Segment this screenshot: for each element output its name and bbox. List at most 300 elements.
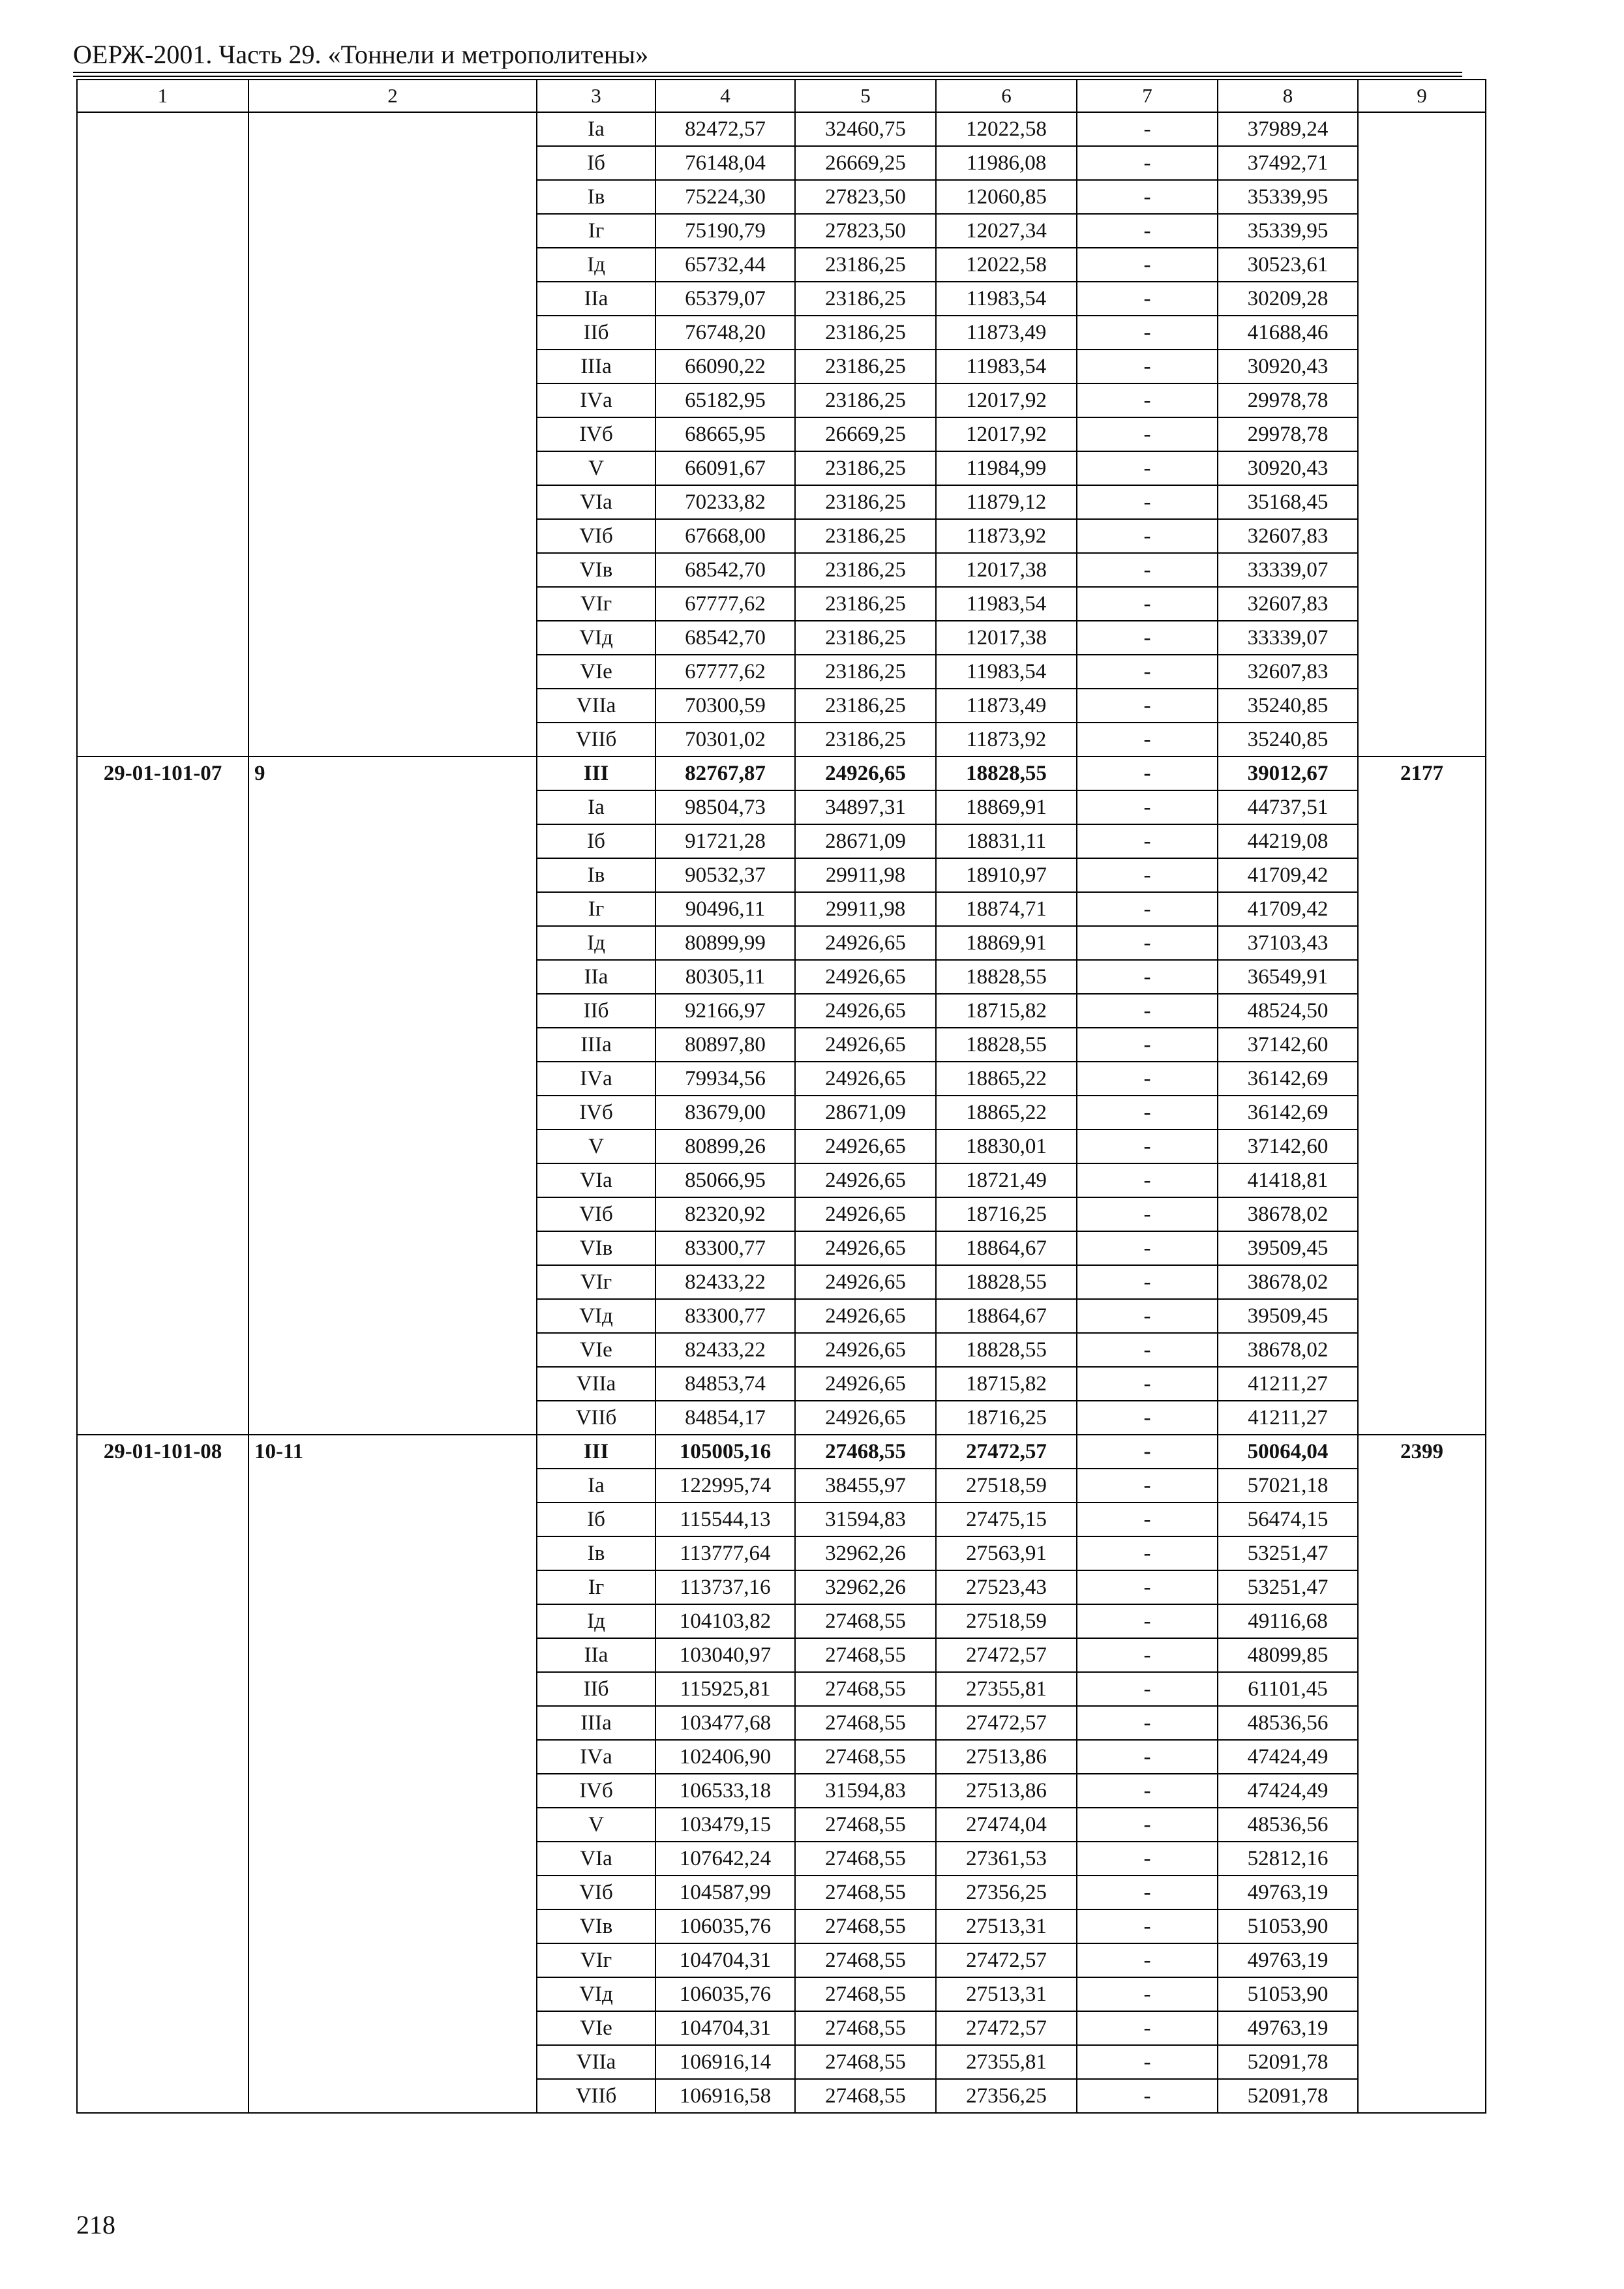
value-col8-cell: 32607,83 bbox=[1218, 587, 1358, 621]
value-col8-cell: 38678,02 bbox=[1218, 1333, 1358, 1367]
value-col4-cell: 82767,87 bbox=[655, 756, 795, 790]
class-cell: V bbox=[537, 1130, 655, 1163]
value-col6-cell: 18828,55 bbox=[936, 756, 1077, 790]
class-cell: VIIб bbox=[537, 2079, 655, 2113]
value-col7-cell: - bbox=[1077, 1333, 1218, 1367]
reference-cell bbox=[248, 112, 537, 756]
value-col8-cell: 56474,15 bbox=[1218, 1503, 1358, 1536]
value-col4-cell: 70300,59 bbox=[655, 689, 795, 723]
value-col8-cell: 29978,78 bbox=[1218, 383, 1358, 417]
value-col5-cell: 24926,65 bbox=[795, 1028, 936, 1062]
value-col8-cell: 29978,78 bbox=[1218, 417, 1358, 451]
value-col8-cell: 41418,81 bbox=[1218, 1163, 1358, 1197]
class-cell: VIг bbox=[537, 587, 655, 621]
value-col5-cell: 31594,83 bbox=[795, 1774, 936, 1808]
value-col8-cell: 30920,43 bbox=[1218, 451, 1358, 485]
value-col7-cell: - bbox=[1077, 1536, 1218, 1570]
value-col7-cell: - bbox=[1077, 417, 1218, 451]
value-col8-cell: 50064,04 bbox=[1218, 1435, 1358, 1469]
class-cell: VIд bbox=[537, 621, 655, 655]
value-col7-cell: - bbox=[1077, 146, 1218, 180]
class-cell: Iа bbox=[537, 112, 655, 146]
value-col5-cell: 23186,25 bbox=[795, 723, 936, 756]
value-col7-cell: - bbox=[1077, 621, 1218, 655]
value-col7-cell: - bbox=[1077, 248, 1218, 282]
class-cell: V bbox=[537, 1808, 655, 1842]
value-col5-cell: 24926,65 bbox=[795, 1197, 936, 1231]
page-number: 218 bbox=[76, 2210, 115, 2239]
value-col4-cell: 82433,22 bbox=[655, 1265, 795, 1299]
value-col6-cell: 11873,49 bbox=[936, 689, 1077, 723]
value-col7-cell: - bbox=[1077, 1706, 1218, 1740]
value-col5-cell: 27468,55 bbox=[795, 1842, 936, 1876]
value-col6-cell: 12017,92 bbox=[936, 417, 1077, 451]
value-col5-cell: 27468,55 bbox=[795, 1909, 936, 1943]
value-col5-cell: 24926,65 bbox=[795, 1367, 936, 1401]
value-col4-cell: 84853,74 bbox=[655, 1367, 795, 1401]
value-col7-cell: - bbox=[1077, 485, 1218, 519]
value-col6-cell: 12017,92 bbox=[936, 383, 1077, 417]
value-col7-cell: - bbox=[1077, 1503, 1218, 1536]
value-col8-cell: 48099,85 bbox=[1218, 1638, 1358, 1672]
value-col7-cell: - bbox=[1077, 316, 1218, 350]
class-cell: VIа bbox=[537, 485, 655, 519]
value-col6-cell: 18830,01 bbox=[936, 1130, 1077, 1163]
column-number-row bbox=[77, 80, 1486, 112]
value-col4-cell: 65182,95 bbox=[655, 383, 795, 417]
value-col5-cell: 27468,55 bbox=[795, 1740, 936, 1774]
value-col8-cell: 41211,27 bbox=[1218, 1401, 1358, 1435]
value-col8-cell: 48536,56 bbox=[1218, 1706, 1358, 1740]
value-col8-cell: 41211,27 bbox=[1218, 1367, 1358, 1401]
value-col4-cell: 80897,80 bbox=[655, 1028, 795, 1062]
value-col6-cell: 18828,55 bbox=[936, 1333, 1077, 1367]
value-col7-cell: - bbox=[1077, 1367, 1218, 1401]
value-col8-cell: 32607,83 bbox=[1218, 519, 1358, 553]
value-col4-cell: 83300,77 bbox=[655, 1231, 795, 1265]
table-row bbox=[77, 1435, 1486, 1469]
value-col8-cell: 57021,18 bbox=[1218, 1469, 1358, 1503]
value-col5-cell: 27468,55 bbox=[795, 2079, 936, 2113]
value-col5-cell: 23186,25 bbox=[795, 587, 936, 621]
class-cell: VIв bbox=[537, 553, 655, 587]
value-col7-cell: - bbox=[1077, 1977, 1218, 2011]
value-col5-cell: 24926,65 bbox=[795, 1333, 936, 1367]
value-col8-cell: 35240,85 bbox=[1218, 689, 1358, 723]
value-col4-cell: 104103,82 bbox=[655, 1604, 795, 1638]
value-col8-cell: 61101,45 bbox=[1218, 1672, 1358, 1706]
class-cell: V bbox=[537, 451, 655, 485]
value-col5-cell: 27468,55 bbox=[795, 2045, 936, 2079]
value-col6-cell: 27518,59 bbox=[936, 1604, 1077, 1638]
value-col8-cell: 30523,61 bbox=[1218, 248, 1358, 282]
rate-code-cell: 29-01-101-08 bbox=[77, 1435, 248, 2113]
value-col7-cell: - bbox=[1077, 553, 1218, 587]
column-header-3: 3 bbox=[537, 80, 655, 112]
value-col8-cell: 44737,51 bbox=[1218, 790, 1358, 824]
value-col7-cell: - bbox=[1077, 112, 1218, 146]
class-cell: VIв bbox=[537, 1231, 655, 1265]
value-col4-cell: 80899,99 bbox=[655, 926, 795, 960]
value-col7-cell: - bbox=[1077, 1163, 1218, 1197]
value-col5-cell: 23186,25 bbox=[795, 689, 936, 723]
value-col8-cell: 52091,78 bbox=[1218, 2045, 1358, 2079]
value-col7-cell: - bbox=[1077, 282, 1218, 316]
value-col8-cell: 35168,45 bbox=[1218, 485, 1358, 519]
value-col4-cell: 103040,97 bbox=[655, 1638, 795, 1672]
value-col5-cell: 23186,25 bbox=[795, 316, 936, 350]
table-row bbox=[77, 756, 1486, 790]
value-col8-cell: 51053,90 bbox=[1218, 1909, 1358, 1943]
class-cell: IIIа bbox=[537, 1028, 655, 1062]
value-col5-cell: 23186,25 bbox=[795, 519, 936, 553]
value-col4-cell: 98504,73 bbox=[655, 790, 795, 824]
value-col7-cell: - bbox=[1077, 180, 1218, 214]
class-cell: VIд bbox=[537, 1977, 655, 2011]
value-col7-cell: - bbox=[1077, 1028, 1218, 1062]
column-header-7: 7 bbox=[1077, 80, 1218, 112]
value-col6-cell: 11879,12 bbox=[936, 485, 1077, 519]
class-cell: VIIа bbox=[537, 2045, 655, 2079]
value-col6-cell: 11983,54 bbox=[936, 282, 1077, 316]
value-col5-cell: 38455,97 bbox=[795, 1469, 936, 1503]
value-col4-cell: 91721,28 bbox=[655, 824, 795, 858]
value-col4-cell: 76748,20 bbox=[655, 316, 795, 350]
value-col6-cell: 27472,57 bbox=[936, 2011, 1077, 2045]
value-col5-cell: 28671,09 bbox=[795, 1096, 936, 1130]
value-col6-cell: 18865,22 bbox=[936, 1062, 1077, 1096]
value-col5-cell: 23186,25 bbox=[795, 248, 936, 282]
value-col7-cell: - bbox=[1077, 1265, 1218, 1299]
value-col5-cell: 23186,25 bbox=[795, 655, 936, 689]
class-cell: IIб bbox=[537, 1672, 655, 1706]
value-col6-cell: 27472,57 bbox=[936, 1943, 1077, 1977]
class-cell: VIг bbox=[537, 1943, 655, 1977]
value-col5-cell: 28671,09 bbox=[795, 824, 936, 858]
value-col8-cell: 51053,90 bbox=[1218, 1977, 1358, 2011]
value-col6-cell: 11983,54 bbox=[936, 587, 1077, 621]
value-col7-cell: - bbox=[1077, 1570, 1218, 1604]
class-cell: VIа bbox=[537, 1842, 655, 1876]
value-col6-cell: 27361,53 bbox=[936, 1842, 1077, 1876]
value-col7-cell: - bbox=[1077, 960, 1218, 994]
class-cell: IVа bbox=[537, 383, 655, 417]
value-col8-cell: 37103,43 bbox=[1218, 926, 1358, 960]
value-col4-cell: 65732,44 bbox=[655, 248, 795, 282]
value-col8-cell: 47424,49 bbox=[1218, 1774, 1358, 1808]
value-col8-cell: 47424,49 bbox=[1218, 1740, 1358, 1774]
value-col6-cell: 27563,91 bbox=[936, 1536, 1077, 1570]
header-rule-bottom bbox=[73, 76, 1462, 77]
value-col6-cell: 11986,08 bbox=[936, 146, 1077, 180]
value-col6-cell: 12022,58 bbox=[936, 112, 1077, 146]
value-col5-cell: 27468,55 bbox=[795, 1638, 936, 1672]
value-col7-cell: - bbox=[1077, 689, 1218, 723]
value-col6-cell: 12022,58 bbox=[936, 248, 1077, 282]
value-col6-cell: 18715,82 bbox=[936, 994, 1077, 1028]
value-col4-cell: 90496,11 bbox=[655, 892, 795, 926]
value-col6-cell: 18831,11 bbox=[936, 824, 1077, 858]
value-col4-cell: 66090,22 bbox=[655, 350, 795, 383]
value-col5-cell: 27468,55 bbox=[795, 1808, 936, 1842]
value-col4-cell: 80899,26 bbox=[655, 1130, 795, 1163]
value-col7-cell: - bbox=[1077, 756, 1218, 790]
value-col8-cell: 37142,60 bbox=[1218, 1028, 1358, 1062]
class-cell: Iв bbox=[537, 1536, 655, 1570]
value-col7-cell: - bbox=[1077, 1062, 1218, 1096]
class-cell: VIд bbox=[537, 1299, 655, 1333]
value-col4-cell: 103479,15 bbox=[655, 1808, 795, 1842]
class-cell: III bbox=[537, 1435, 655, 1469]
value-col7-cell: - bbox=[1077, 519, 1218, 553]
value-col7-cell: - bbox=[1077, 723, 1218, 756]
class-cell: VIв bbox=[537, 1909, 655, 1943]
class-cell: VIе bbox=[537, 655, 655, 689]
value-col4-cell: 122995,74 bbox=[655, 1469, 795, 1503]
value-col5-cell: 23186,25 bbox=[795, 282, 936, 316]
value-col6-cell: 27475,15 bbox=[936, 1503, 1077, 1536]
value-col4-cell: 83300,77 bbox=[655, 1299, 795, 1333]
value-col6-cell: 18716,25 bbox=[936, 1401, 1077, 1435]
value-col6-cell: 27472,57 bbox=[936, 1706, 1077, 1740]
class-cell: IVб bbox=[537, 1096, 655, 1130]
value-col5-cell: 29911,98 bbox=[795, 858, 936, 892]
class-cell: VIб bbox=[537, 1876, 655, 1909]
class-cell: VIа bbox=[537, 1163, 655, 1197]
value-col4-cell: 70301,02 bbox=[655, 723, 795, 756]
class-cell: Iа bbox=[537, 790, 655, 824]
value-col7-cell: - bbox=[1077, 994, 1218, 1028]
value-col6-cell: 12017,38 bbox=[936, 621, 1077, 655]
value-col8-cell: 35339,95 bbox=[1218, 180, 1358, 214]
class-cell: Iд bbox=[537, 248, 655, 282]
value-col6-cell: 27355,81 bbox=[936, 2045, 1077, 2079]
value-col6-cell: 11983,54 bbox=[936, 655, 1077, 689]
class-cell: IVа bbox=[537, 1062, 655, 1096]
class-cell: VIе bbox=[537, 1333, 655, 1367]
value-col8-cell: 33339,07 bbox=[1218, 621, 1358, 655]
value-col6-cell: 27513,31 bbox=[936, 1977, 1077, 2011]
class-cell: IIIа bbox=[537, 350, 655, 383]
class-cell: Iв bbox=[537, 858, 655, 892]
class-cell: VIг bbox=[537, 1265, 655, 1299]
value-col4-cell: 67777,62 bbox=[655, 587, 795, 621]
class-cell: VIIа bbox=[537, 1367, 655, 1401]
value-col8-cell: 53251,47 bbox=[1218, 1570, 1358, 1604]
class-cell: IIа bbox=[537, 282, 655, 316]
value-col8-cell: 38678,02 bbox=[1218, 1265, 1358, 1299]
value-col5-cell: 27468,55 bbox=[795, 1435, 936, 1469]
value-col7-cell: - bbox=[1077, 858, 1218, 892]
value-col5-cell: 26669,25 bbox=[795, 417, 936, 451]
value-col7-cell: - bbox=[1077, 1604, 1218, 1638]
value-col6-cell: 12060,85 bbox=[936, 180, 1077, 214]
value-col8-cell: 52812,16 bbox=[1218, 1842, 1358, 1876]
class-cell: VIIа bbox=[537, 689, 655, 723]
value-col6-cell: 11873,92 bbox=[936, 723, 1077, 756]
class-cell: Iг bbox=[537, 892, 655, 926]
value-col6-cell: 18715,82 bbox=[936, 1367, 1077, 1401]
value-col4-cell: 76148,04 bbox=[655, 146, 795, 180]
column-header-8: 8 bbox=[1218, 80, 1358, 112]
value-col7-cell: - bbox=[1077, 1740, 1218, 1774]
reference-cell: 10-11 bbox=[248, 1435, 537, 2113]
column-header-9: 9 bbox=[1358, 80, 1486, 112]
value-col6-cell: 11983,54 bbox=[936, 350, 1077, 383]
col9-value-cell: 2399 bbox=[1358, 1435, 1486, 2113]
value-col5-cell: 24926,65 bbox=[795, 926, 936, 960]
value-col7-cell: - bbox=[1077, 1774, 1218, 1808]
value-col4-cell: 68665,95 bbox=[655, 417, 795, 451]
value-col6-cell: 12017,38 bbox=[936, 553, 1077, 587]
value-col7-cell: - bbox=[1077, 1638, 1218, 1672]
value-col6-cell: 27513,86 bbox=[936, 1774, 1077, 1808]
value-col5-cell: 27823,50 bbox=[795, 180, 936, 214]
value-col5-cell: 26669,25 bbox=[795, 146, 936, 180]
value-col4-cell: 113737,16 bbox=[655, 1570, 795, 1604]
column-header-1: 1 bbox=[77, 80, 248, 112]
value-col7-cell: - bbox=[1077, 790, 1218, 824]
class-cell: III bbox=[537, 756, 655, 790]
class-cell: Iг bbox=[537, 1570, 655, 1604]
value-col7-cell: - bbox=[1077, 655, 1218, 689]
document-header-title: ОЕРЖ-2001. Часть 29. «Тоннели и метрополитены» bbox=[73, 40, 649, 69]
value-col4-cell: 85066,95 bbox=[655, 1163, 795, 1197]
value-col7-cell: - bbox=[1077, 1096, 1218, 1130]
value-col5-cell: 31594,83 bbox=[795, 1503, 936, 1536]
class-cell: VIIб bbox=[537, 723, 655, 756]
col9-value-cell bbox=[1358, 112, 1486, 756]
value-col7-cell: - bbox=[1077, 1435, 1218, 1469]
value-col4-cell: 82320,92 bbox=[655, 1197, 795, 1231]
class-cell: VIб bbox=[537, 1197, 655, 1231]
value-col6-cell: 27472,57 bbox=[936, 1435, 1077, 1469]
value-col8-cell: 49763,19 bbox=[1218, 1876, 1358, 1909]
value-col5-cell: 23186,25 bbox=[795, 485, 936, 519]
value-col5-cell: 32962,26 bbox=[795, 1570, 936, 1604]
price-table bbox=[76, 79, 1486, 2114]
value-col6-cell: 18716,25 bbox=[936, 1197, 1077, 1231]
value-col7-cell: - bbox=[1077, 451, 1218, 485]
value-col7-cell: - bbox=[1077, 2011, 1218, 2045]
value-col7-cell: - bbox=[1077, 2045, 1218, 2079]
value-col6-cell: 18828,55 bbox=[936, 960, 1077, 994]
value-col6-cell: 11984,99 bbox=[936, 451, 1077, 485]
value-col6-cell: 27523,43 bbox=[936, 1570, 1077, 1604]
value-col6-cell: 18874,71 bbox=[936, 892, 1077, 926]
value-col8-cell: 39012,67 bbox=[1218, 756, 1358, 790]
column-header-5: 5 bbox=[795, 80, 936, 112]
value-col4-cell: 113777,64 bbox=[655, 1536, 795, 1570]
value-col6-cell: 18869,91 bbox=[936, 790, 1077, 824]
value-col4-cell: 84854,17 bbox=[655, 1401, 795, 1435]
value-col4-cell: 75190,79 bbox=[655, 214, 795, 248]
value-col5-cell: 23186,25 bbox=[795, 451, 936, 485]
header-rule-top bbox=[73, 72, 1462, 73]
value-col4-cell: 90532,37 bbox=[655, 858, 795, 892]
class-cell: IIа bbox=[537, 1638, 655, 1672]
class-cell: Iб bbox=[537, 146, 655, 180]
value-col4-cell: 102406,90 bbox=[655, 1740, 795, 1774]
value-col4-cell: 104587,99 bbox=[655, 1876, 795, 1909]
value-col5-cell: 24926,65 bbox=[795, 1299, 936, 1333]
value-col8-cell: 39509,45 bbox=[1218, 1299, 1358, 1333]
value-col5-cell: 24926,65 bbox=[795, 994, 936, 1028]
value-col8-cell: 35339,95 bbox=[1218, 214, 1358, 248]
value-col6-cell: 18864,67 bbox=[936, 1231, 1077, 1265]
value-col8-cell: 52091,78 bbox=[1218, 2079, 1358, 2113]
class-cell: IVа bbox=[537, 1740, 655, 1774]
value-col8-cell: 39509,45 bbox=[1218, 1231, 1358, 1265]
value-col5-cell: 27468,55 bbox=[795, 1672, 936, 1706]
value-col4-cell: 106035,76 bbox=[655, 1909, 795, 1943]
value-col8-cell: 41709,42 bbox=[1218, 858, 1358, 892]
column-header-2: 2 bbox=[248, 80, 537, 112]
class-cell: IIб bbox=[537, 994, 655, 1028]
value-col6-cell: 18910,97 bbox=[936, 858, 1077, 892]
value-col5-cell: 23186,25 bbox=[795, 383, 936, 417]
value-col4-cell: 106533,18 bbox=[655, 1774, 795, 1808]
value-col5-cell: 24926,65 bbox=[795, 960, 936, 994]
value-col5-cell: 24926,65 bbox=[795, 1265, 936, 1299]
class-cell: IIIа bbox=[537, 1706, 655, 1740]
value-col8-cell: 49763,19 bbox=[1218, 2011, 1358, 2045]
value-col5-cell: 23186,25 bbox=[795, 553, 936, 587]
value-col5-cell: 24926,65 bbox=[795, 756, 936, 790]
value-col7-cell: - bbox=[1077, 1299, 1218, 1333]
value-col6-cell: 27513,31 bbox=[936, 1909, 1077, 1943]
class-cell: IVб bbox=[537, 417, 655, 451]
value-col4-cell: 67668,00 bbox=[655, 519, 795, 553]
value-col7-cell: - bbox=[1077, 1130, 1218, 1163]
value-col4-cell: 105005,16 bbox=[655, 1435, 795, 1469]
value-col7-cell: - bbox=[1077, 892, 1218, 926]
value-col4-cell: 66091,67 bbox=[655, 451, 795, 485]
table-body bbox=[77, 112, 1486, 2113]
value-col7-cell: - bbox=[1077, 214, 1218, 248]
value-col8-cell: 48536,56 bbox=[1218, 1808, 1358, 1842]
value-col4-cell: 103477,68 bbox=[655, 1706, 795, 1740]
value-col8-cell: 33339,07 bbox=[1218, 553, 1358, 587]
value-col5-cell: 24926,65 bbox=[795, 1401, 936, 1435]
value-col4-cell: 106035,76 bbox=[655, 1977, 795, 2011]
value-col7-cell: - bbox=[1077, 1469, 1218, 1503]
value-col8-cell: 41688,46 bbox=[1218, 316, 1358, 350]
class-cell: Iд bbox=[537, 1604, 655, 1638]
class-cell: Iа bbox=[537, 1469, 655, 1503]
value-col8-cell: 30209,28 bbox=[1218, 282, 1358, 316]
value-col5-cell: 24926,65 bbox=[795, 1130, 936, 1163]
value-col7-cell: - bbox=[1077, 1876, 1218, 1909]
value-col8-cell: 37492,71 bbox=[1218, 146, 1358, 180]
class-cell: Iг bbox=[537, 214, 655, 248]
value-col6-cell: 27355,81 bbox=[936, 1672, 1077, 1706]
value-col8-cell: 35240,85 bbox=[1218, 723, 1358, 756]
col9-value-cell: 2177 bbox=[1358, 756, 1486, 1435]
value-col4-cell: 82433,22 bbox=[655, 1333, 795, 1367]
value-col5-cell: 34897,31 bbox=[795, 790, 936, 824]
value-col6-cell: 27474,04 bbox=[936, 1808, 1077, 1842]
value-col8-cell: 48524,50 bbox=[1218, 994, 1358, 1028]
class-cell: VIIб bbox=[537, 1401, 655, 1435]
value-col6-cell: 18869,91 bbox=[936, 926, 1077, 960]
table-row bbox=[77, 112, 1486, 146]
value-col4-cell: 104704,31 bbox=[655, 1943, 795, 1977]
value-col8-cell: 36142,69 bbox=[1218, 1062, 1358, 1096]
value-col8-cell: 30920,43 bbox=[1218, 350, 1358, 383]
rate-code-cell bbox=[77, 112, 248, 756]
column-header-4: 4 bbox=[655, 80, 795, 112]
